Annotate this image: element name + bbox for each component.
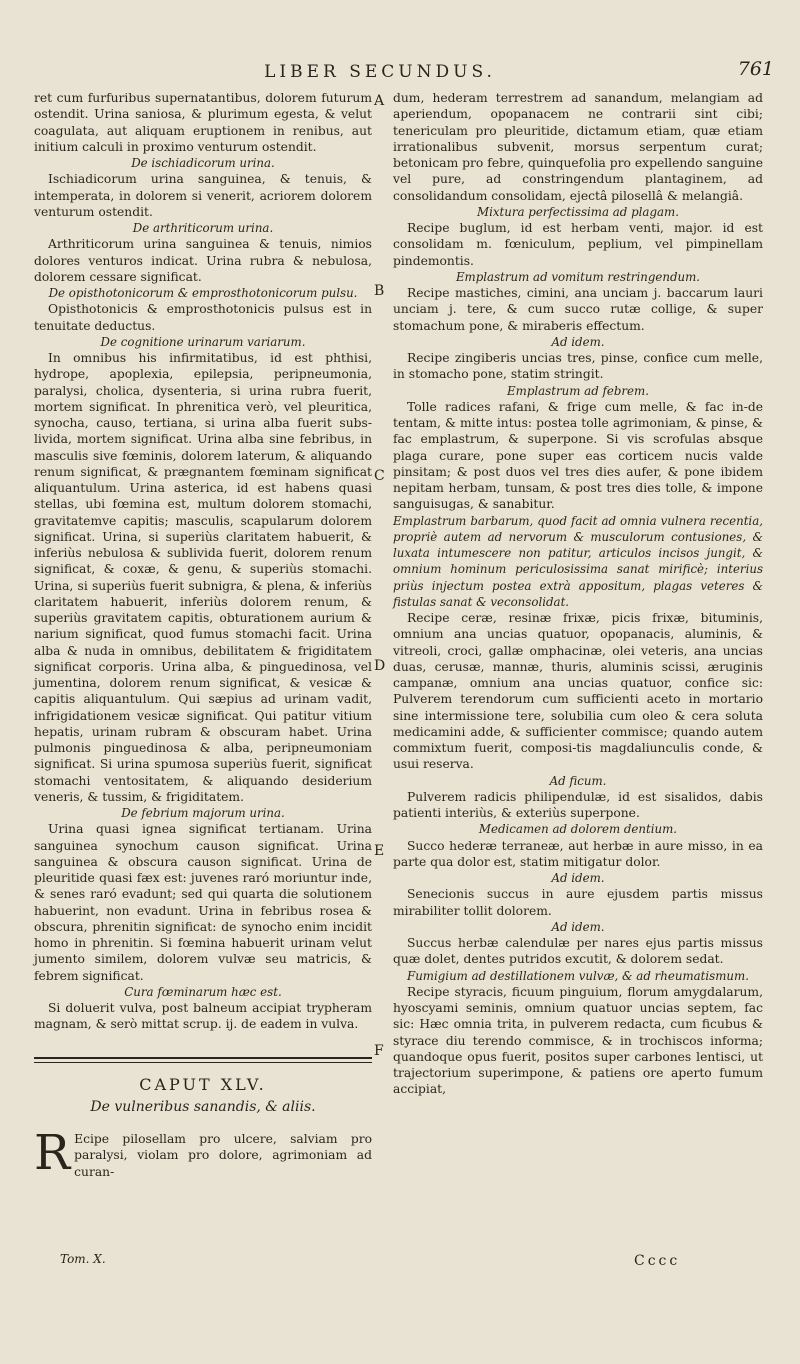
margin-letter-e: E bbox=[374, 843, 385, 859]
chapter-opening bbox=[34, 1125, 372, 1181]
right-column-text bbox=[393, 90, 763, 1098]
margin-letter-f: F bbox=[374, 1043, 384, 1059]
running-head: LIBER SECUNDUS. bbox=[264, 62, 496, 82]
paragraph: Recipe mastiches, cimini, ana unciam j. baccarum lauri unciam j. tere, & cum succo rutæ collige, & super stomachum pone, & miraberis effectum. bbox=[393, 286, 763, 333]
section-heading: Fumigium ad destillationem vulvæ, & ad rheumatismum. bbox=[407, 968, 749, 983]
paragraph: Succus herbæ calendulæ per nares ejus partis missus quæ dolet, dentes putridos excutit, & dolorem sedat. bbox=[393, 936, 763, 967]
section-heading: Ad idem. bbox=[551, 871, 605, 885]
paragraph: Urina quasi ignea significat tertianam. Urina sanguinea synochum causon significat. Urina sanguinea & obscura causon significat. Urina de pleuritide quasi fæx est: juvenes raró moriuntur inde, & senes raró evadunt; sed qui quarta die solutionem habuerint, non evadunt. Urina in febribus rosea & obscura, phrenitin significat: de synocho enim incidit homo in phrenitin. Si fœmina habuerit urinam velut jumento similem, dolorem vulvæ seu matricis, & febrem significat. bbox=[34, 822, 372, 983]
left-column-text bbox=[34, 90, 372, 1033]
paragraph: dum, hederam terrestrem ad sanandum, melangiam ad aperiendum, opopanacem ne contrarii sint cibi; tenericulam pro pleuritide, dictamum etiam, quæ etiam irrationalibus subvenit, morsus serpentum curat; betonicam pro febre, quinquefolia pro expellendo sanguine vel pure, ad constringendum plantaginem, ad consolidandum consolidam, ejectâ pilosellâ & melangiâ. bbox=[393, 91, 763, 203]
paragraph: Succo hederæ terraneæ, aut herbæ in aure misso, in ea parte qua dolor est, statim mitigatur dolor. bbox=[393, 838, 763, 869]
paragraph: Recipe zingiberis uncias tres, pinse, confice cum melle, in stomacho pone, statim stringit. bbox=[393, 351, 763, 382]
section-heading: Emplastrum barbarum, quod facit ad omnia vulnera recentia, propriè autem ad nervorum & musculorum contusiones, & luxata intumescere non patitur, articulos incisos jungit, & omnium hominum periculosissima sanat mirificè; interius priùs injectum postea extrà appositum, plagas veteres & fistulas sanat & veconsolidat. bbox=[393, 513, 763, 609]
section-heading: Cura fœminarum hæc est. bbox=[124, 984, 282, 999]
chapter-subtitle: De vulneribus sanandis, & aliis. bbox=[90, 1098, 316, 1115]
paragraph: Recipe ceræ, resinæ frixæ, picis frixæ, bituminis, omnium ana uncias quatuor, opopanacis, aluminis, & vitreoli, croci, gallæ omphacinæ, olei veteris, ana uncias duas, cerusæ, mannæ, thuris, aluminis scissi, æruginis campanæ, omnium ana uncias quatuor, confice sic: Pulverem terendorum cum sufficienti aceto in mortario sine intermissione tere, solubilia cum oleo & cera soluta medicamini adde, & sufficienter commisce; quando autem commixtum fuerit, composi-tis magdaliunculis conde, & usui reserva. bbox=[393, 611, 763, 772]
paragraph: Pulverem radicis philipendulæ, id est sisalidos, dabis patienti interiùs, & exteriùs superpone. bbox=[393, 789, 763, 820]
chapter-heading: CAPUT XLV. bbox=[139, 1074, 267, 1094]
section-heading: Ad idem. bbox=[551, 334, 605, 349]
section-heading: Ad ficum. bbox=[549, 773, 607, 788]
paragraph: Si doluerit vulva, post balneum accipiat trypheram magnam, & serò mittat scrup. ij. de eadem in vulva. bbox=[34, 1001, 372, 1032]
paragraph: Recipe styracis, ficuum pinguium, florum amygdalarum, hyoscyami seminis, omnium quatuor uncias septem, fac sic: Hæc omnia trita, in pulverem redacta, cum ficubus & styrace diu terendo commisce, & in trochiscos informa; quandoque opus fuerit, positos super carbones lentisci, ut trajectorium superimpone, & patiens ore aperto fumum accipiat, bbox=[393, 984, 763, 1097]
page-number: 761 bbox=[737, 58, 774, 80]
margin-letter-c: C bbox=[374, 468, 385, 484]
catchword: Cccc bbox=[634, 1253, 681, 1269]
section-heading: De ischiadicorum urina. bbox=[131, 156, 275, 170]
section-heading: Medicamen ad dolorem dentium. bbox=[478, 822, 678, 837]
section-heading: De cognitione urinarum variarum. bbox=[100, 334, 306, 349]
right-column bbox=[393, 90, 763, 1098]
margin-letter-d: D bbox=[374, 658, 386, 674]
paragraph: ret cum furfuribus supernatantibus, dolorem futurum ostendit. Urina saniosa, & plurimum egesta, & velut coagulata, aut aliquam eruptionem in renibus, aut initium calculi in proximo venturum ostendit. bbox=[34, 91, 372, 154]
section-heading: De arthriticorum urina. bbox=[132, 221, 274, 235]
paragraph: Opisthotonicis & emprosthotonicis pulsus est in tenuitate deductus. bbox=[34, 302, 372, 333]
chapter-opening-text: Ecipe pilosellam pro ulcere, salviam pro paralysi, violam pro dolore, agrimoniam ad curan- bbox=[74, 1132, 372, 1179]
signature-mark: Tom. X. bbox=[60, 1252, 106, 1266]
section-heading: Mixtura perfectissima ad plagam. bbox=[477, 204, 679, 219]
section-heading: Emplastrum ad vomitum restringendum. bbox=[455, 269, 701, 284]
paragraph: Ischiadicorum urina sanguinea, & tenuis, & intemperata, in dolorem si venerit, acriorem dolorem venturum ostendit. bbox=[34, 172, 372, 219]
section-heading: De opisthotonicorum & emprosthotonicorum pulsu. bbox=[48, 286, 358, 300]
paragraph: In omnibus his infirmitatibus, id est phthisi, hydrope, apoplexia, epilepsia, peripneumonia, paralysi, cholica, dysenteria, si urina rubra fuerit, mortem significat. In phrenitica verò, vel pleuritica, synocha, causo, tertiana, si urina alba fuerit subs-livida, mortem significat. Urina alba sine febribus, in masculis sive fœminis, dolorem laterum, & aliquando renum significat, & prægnantem fœminam significat aliquantulum. Urina asterica, id est habens quasi stellas, ubi fœmina est, multum dolorem stomachi, gravitatemve capitis; masculis, scapularum dolorem significat. Urina, si superiùs claritatem habuerit, & inferiùs nebulosa & sublivida fuerit, dolorem renum significat, & coxæ, & genu, & superiùs stomachi. Urina, si superiùs fuerit subnigra, & plena, & inferiùs claritatem habuerit, inferiùs dolorem renum, & superiùs gravitatem capitis, obturationem aurium & narium significat, quod fumus stomachi facit. Urina alba & nuda in omnibus, debilitatem & frigiditatem significat corporis. Urina alba, & pinguedinosa, vel jumentina, dolorem renum significat, & vesicæ & capitis aliquantulum. Qui sæpius ad urinam vadit, infrigidationem vesicæ significat. Qui patitur vitium hepatis, urinam rubram & obscuram habet. Urina pulmonis pinguedinosa & alba, peripneumoniam significat. Si urina spumosa superiùs fuerit, significat stomachi ventositatem, & aliquando desiderium veneris, & tussim, & frigiditatem. bbox=[34, 351, 372, 804]
section-divider bbox=[34, 1057, 372, 1063]
paragraph: Arthriticorum urina sanguinea & tenuis, nimios dolores venturos indicat. Urina rubra & nebulosa, dolorem cessare significat. bbox=[34, 237, 372, 284]
section-heading: De febrium majorum urina. bbox=[121, 806, 285, 820]
paragraph: Recipe buglum, id est herbam venti, major. id est consolidam m. fœniculum, peplium, vel pimpinellam pindemontis. bbox=[393, 221, 763, 268]
paragraph: Tolle radices rafani, & frige cum melle, & fac in-de tentam, & mitte intus: postea tolle agrimoniam, & pinse, & fac emplastrum, & superpone. Si vis scrofulas absque plaga curare, pone super eas corticem nucis valde pinsitam; & post duos vel tres dies aufer, & pone ibidem nepitam herbam, tunsam, & post tres dies tolle, & impone sanguisugas, & sanabitur. bbox=[393, 399, 763, 512]
drop-capital: R bbox=[34, 1125, 71, 1181]
section-heading: Ad idem. bbox=[551, 919, 605, 934]
left-column bbox=[34, 90, 372, 1180]
paragraph: Senecionis succus in aure ejusdem partis missus mirabiliter tollit dolorem. bbox=[393, 887, 763, 918]
section-heading: Emplastrum ad febrem. bbox=[507, 383, 649, 398]
margin-letter-b: B bbox=[374, 283, 385, 299]
margin-letter-a: A bbox=[374, 93, 385, 109]
